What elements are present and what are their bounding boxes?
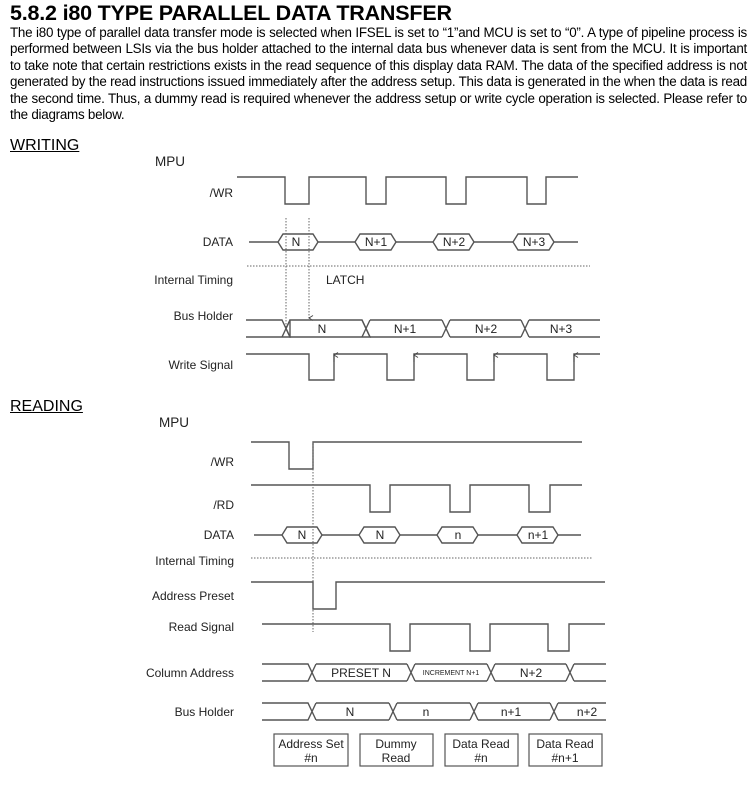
reading-mpu-label: MPU	[159, 415, 189, 430]
reading-data-value: N	[297, 528, 307, 542]
writing-data-value: N+3	[522, 235, 546, 249]
phase-label: #n	[304, 751, 318, 765]
column-address-label: Column Address	[145, 666, 234, 680]
reading-data-bus	[254, 527, 581, 543]
column-address-value: PRESET N	[331, 666, 391, 680]
reading-data-value: n+1	[527, 528, 549, 542]
writing-bus-holder-label: Bus Holder	[173, 309, 233, 323]
phase-label: Data Read	[452, 737, 510, 751]
write-signal-label: Write Signal	[168, 358, 233, 372]
reading-bus-holder-bus	[262, 703, 606, 720]
read-signal-label: Read Signal	[168, 620, 234, 634]
phase-box-dummy-read	[360, 734, 433, 766]
writing-bus-holder-value: N+2	[474, 322, 498, 336]
phase-label: Data Read	[536, 737, 594, 751]
writing-heading: WRITING	[10, 137, 80, 154]
phase-box-data-read-n1	[529, 734, 602, 766]
reading-bus-holder-value: n+1	[500, 705, 522, 719]
phase-box-data-read-n	[445, 734, 518, 766]
writing-bus-holder-value: N+1	[393, 322, 417, 336]
reading-data-value: N	[375, 528, 385, 542]
reading-data-value: n	[454, 528, 462, 542]
writing-data-value: N+2	[442, 235, 466, 249]
column-address-bus	[262, 664, 606, 681]
phase-label: #n	[474, 751, 488, 765]
reading-wr-waveform	[251, 442, 582, 469]
phase-boxes	[274, 734, 602, 766]
writing-internal-timing-label: Internal Timing	[154, 273, 233, 287]
reading-bus-holder-value: N	[345, 705, 355, 719]
reading-diagram	[146, 415, 606, 766]
writing-bus-holder-bus	[246, 320, 600, 337]
writing-data-value: N	[291, 235, 301, 249]
reading-rd-waveform	[251, 485, 582, 512]
writing-diagram	[154, 154, 600, 380]
address-preset-waveform	[251, 582, 605, 609]
writing-wr-label: /WR	[209, 186, 233, 200]
reading-bus-holder-label: Bus Holder	[174, 705, 234, 719]
writing-data-bus	[249, 234, 578, 250]
writing-mpu-label: MPU	[155, 154, 185, 169]
writing-wr-waveform	[237, 177, 578, 204]
phase-label: Read	[381, 751, 411, 765]
phase-box-address-set	[274, 734, 348, 766]
phase-label: Address Set	[278, 737, 344, 751]
reading-wr-label: /WR	[210, 455, 234, 469]
description-paragraph: The i80 type of parallel data transfer mode is selected when IFSEL is set to “1”and MCU is set to “0”. A type of pipeline process is performed between LSIs via the bus holder attached to the internal data bus whenever data is sent from the MCU. It is important to take note that certain restrictions exists in the read sequence of this display data RAM. The data of the specified address is not generated by the read instructions issued immediately after the address setup. This data is generated in the when the data is read the second time. Thus, a dummy read is required whenever the address setup or write cycle operation is selected. Please refer to the diagrams below.	[10, 25, 747, 123]
reading-heading: READING	[10, 398, 83, 415]
address-preset-label: Address Preset	[151, 589, 234, 603]
phase-label: Dummy	[375, 737, 417, 751]
phase-label: #n+1	[551, 751, 579, 765]
reading-internal-timing-label: Internal Timing	[155, 554, 234, 568]
reading-data-label: DATA	[203, 528, 234, 542]
reading-bus-holder-value: n	[422, 705, 430, 719]
writing-data-value: N+1	[364, 235, 388, 249]
writing-bus-holder-value: N+3	[549, 322, 573, 336]
column-address-value: INCREMENT N+1	[422, 670, 480, 677]
writing-bus-holder-value: N	[317, 322, 327, 336]
reading-rd-label: /RD	[213, 498, 234, 512]
reading-bus-holder-value: n+2	[576, 705, 598, 719]
page-title: 5.8.2 i80 TYPE PARALLEL DATA TRANSFER	[10, 1, 452, 25]
column-address-value: N+2	[519, 666, 543, 680]
writing-data-label: DATA	[202, 235, 233, 249]
write-signal-waveform	[246, 354, 600, 380]
latch-label: LATCH	[326, 273, 365, 287]
